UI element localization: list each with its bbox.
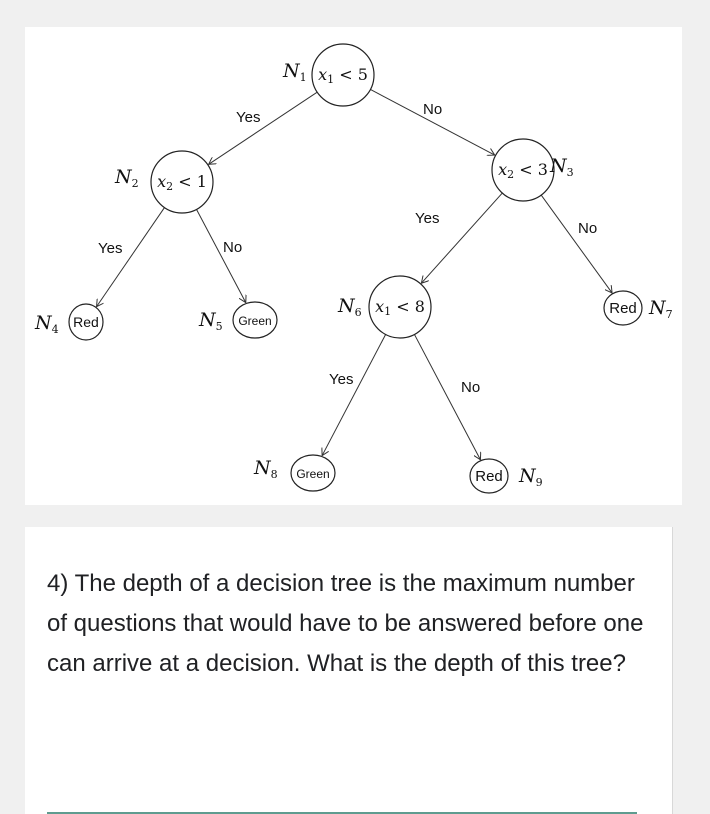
edge-label-no: No (223, 239, 243, 256)
leaf-class-label: Green (296, 467, 330, 481)
node-id-label: $N_9$ (519, 465, 543, 489)
leaf-class-label: Red (73, 314, 99, 330)
edge-label-yes: Yes (329, 371, 354, 388)
node-id-label: $N_1$ (283, 60, 307, 84)
node-n6 (337, 276, 431, 338)
decision-condition: x1 < 8 (375, 297, 425, 318)
node-n4 (34, 304, 103, 340)
decision-tree-figure (25, 27, 682, 505)
node-id-label: $N_4$ (35, 312, 59, 336)
decision-tree-diagram (25, 27, 682, 505)
decision-condition: x2 < 3 (498, 160, 548, 181)
node-n2 (114, 151, 213, 213)
node-id-label: $N_3$ (550, 155, 574, 179)
edge-label-yes: Yes (415, 210, 440, 227)
edge-label-yes: Yes (236, 109, 261, 126)
node-n3 (492, 139, 574, 201)
edge-n3-n7 (541, 195, 612, 293)
leaf-class-label: Red (609, 300, 637, 317)
node-id-label: $N_8$ (254, 457, 278, 481)
decision-condition: x2 < 1 (157, 172, 207, 193)
node-id-label: $N_5$ (199, 309, 223, 333)
node-n1 (282, 44, 374, 106)
edge-label-yes: Yes (98, 240, 123, 257)
leaf-class-label: Green (238, 314, 272, 328)
question-text: 4) The depth of a decision tree is the maximum number of questions that would have to be answered before one can arrive at a decision. What is the depth of this tree? (47, 570, 644, 677)
edge-n1-n3 (370, 89, 494, 155)
node-n7 (604, 291, 673, 325)
node-id-label: $N_7$ (649, 297, 673, 321)
edge-label-no: No (423, 101, 443, 118)
edge-n1-n2 (209, 92, 318, 164)
edge-n2-n4 (97, 208, 165, 307)
node-id-label: $N_2$ (115, 166, 139, 190)
question-card (25, 527, 673, 814)
edge-n6-n9 (414, 334, 480, 459)
edge-label-no: No (461, 379, 481, 396)
edge-n3-n6 (421, 193, 502, 283)
decision-condition: x1 < 5 (318, 65, 368, 86)
node-id-label: $N_6$ (338, 295, 362, 319)
node-n9 (470, 459, 543, 493)
edge-label-no: No (578, 220, 598, 237)
leaf-class-label: Red (475, 468, 503, 485)
edge-n6-n8 (322, 334, 385, 455)
node-n8 (253, 455, 335, 491)
node-n5 (198, 302, 277, 338)
